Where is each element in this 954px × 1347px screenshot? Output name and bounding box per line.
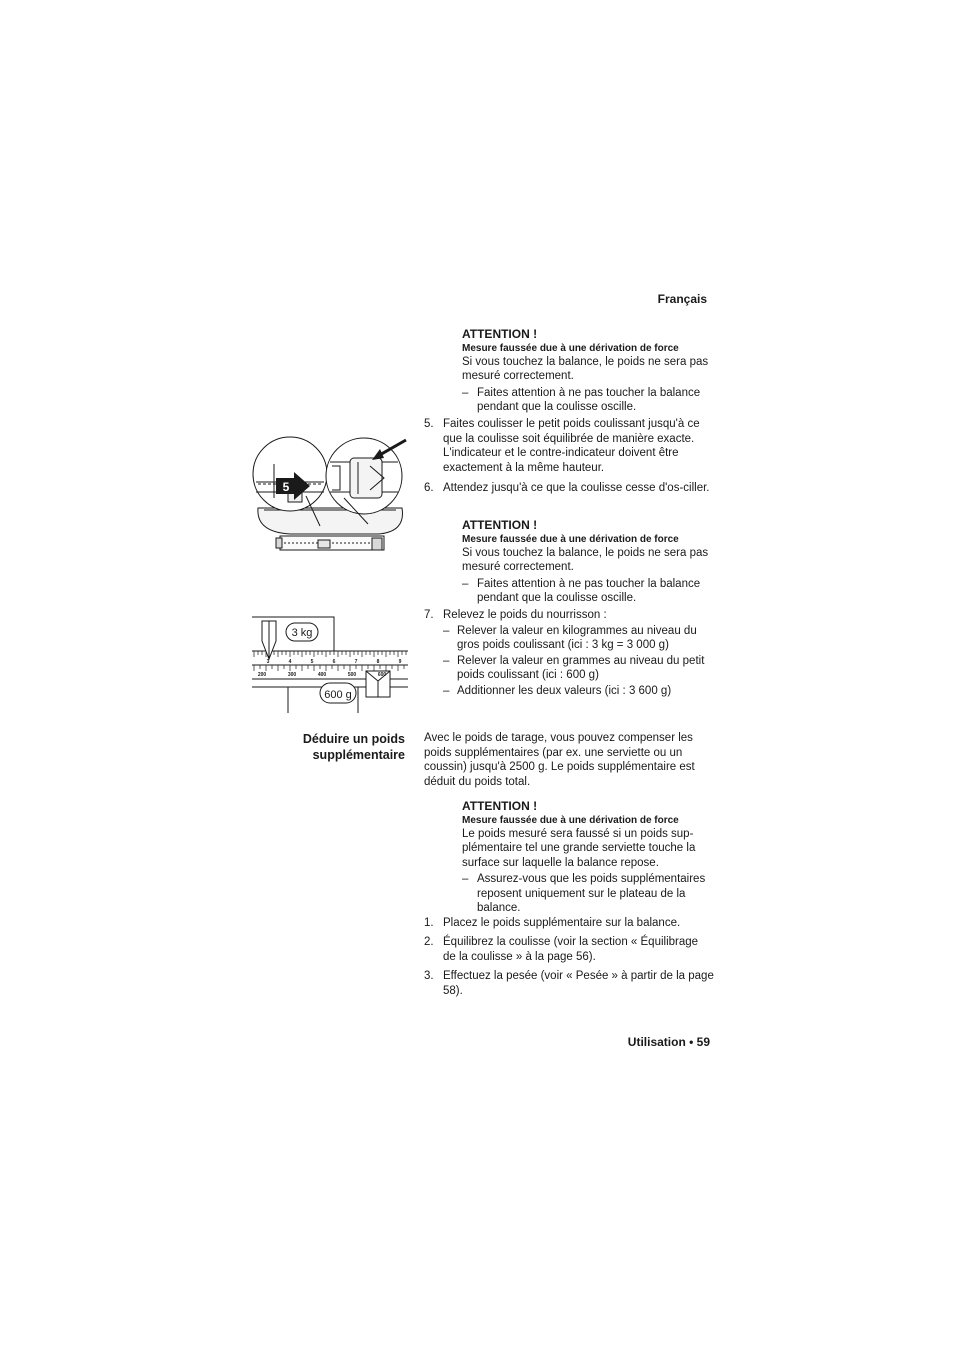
- attention-title: ATTENTION !: [462, 518, 538, 532]
- kg-tick-label: 8: [376, 659, 380, 665]
- list-item: – Additionner les deux valeurs (ici : 3 600 g): [443, 684, 672, 697]
- language-label: Français: [657, 292, 707, 306]
- g-reading-label: 600 g: [324, 689, 352, 701]
- attention-bullet: – Faites attention à ne pas toucher la balance pendant que la coulisse oscille.: [462, 577, 701, 604]
- kg-tick-label: 5: [310, 659, 314, 665]
- attention-text: Si vous touchez la balance, le poids ne sera pas mesuré correctement.: [462, 546, 709, 573]
- attention-subtitle: Mesure faussée due à une dérivation de force: [462, 342, 679, 354]
- kg-tick-label: 3: [266, 659, 270, 665]
- attention-text: Si vous touchez la balance, le poids ne sera pas mesuré correctement.: [462, 355, 709, 382]
- kg-tick-label: 9: [398, 659, 402, 665]
- beam-scale-illustration: [250, 613, 410, 717]
- g-tick-label: 300: [287, 672, 297, 678]
- list-item: – Relever la valeur en kilogrammes au niveau du gros poids coulissant (ici : 3 kg = 3 000 g): [443, 624, 697, 651]
- step-7: 7. Relevez le poids du nourrisson : – Relever la valeur en kilogrammes au niveau du gros poids coulissant (ici : 3 kg = 3 000 g) – Relever la valeur en grammes au niveau du petit poids coulissant (ici : 600 g) – Additionner les deux valeurs (ici : 3 600 g): [424, 608, 714, 698]
- attention-title: ATTENTION !: [462, 327, 538, 341]
- g-tick-label: 500: [347, 672, 357, 678]
- page-footer: Utilisation • 59: [627, 1035, 710, 1049]
- kg-tick-label: 7: [354, 659, 358, 665]
- list-item: – Relever la valeur en grammes au niveau du petit poids coulissant (ici : 600 g): [443, 654, 705, 681]
- section-heading: Déduire un poids supplémentaire: [302, 732, 405, 762]
- attention-block: [462, 799, 712, 916]
- kg-reading-label: 3 kg: [291, 627, 313, 639]
- attention-subtitle: Mesure faussée due à une dérivation de force: [462, 533, 679, 545]
- attention-text: Le poids mesuré sera faussé si un poids sup-plémentaire tel une grande serviette touche la surface sur laquelle la balance repose.: [462, 827, 696, 869]
- step-b-2: 2. Équilibrez la coulisse (voir la section « Équilibrage de la coulisse » à la page 56).: [424, 936, 699, 963]
- figure-step-number: 5: [282, 480, 290, 494]
- kg-tick-label: 4: [288, 659, 292, 665]
- kg-tick-label: 6: [332, 659, 336, 665]
- attention-block: [462, 327, 712, 415]
- attention-bullet: – Assurez-vous que les poids supplémentaires reposent uniquement sur le plateau de la balance.: [462, 873, 706, 914]
- g-tick-label: 400: [317, 672, 327, 678]
- scale-illustration: [250, 436, 412, 556]
- step-b-3: 3. Effectuez la pesée (voir « Pesée » à partir de la page 58).: [424, 970, 714, 997]
- step-b-1: 1. Placez le poids supplémentaire sur la balance.: [424, 917, 681, 929]
- attention-title: ATTENTION !: [462, 799, 538, 813]
- section-intro: Avec le poids de tarage, vous pouvez compenser les poids supplémentaires (par ex. une serviette ou un coussin) jusqu'à 2500 g. Le poids supplémentaire est déduit du poids total.: [424, 732, 695, 788]
- g-tick-label: 200: [257, 672, 267, 678]
- attention-block: [462, 518, 712, 606]
- g-tick-label: 600: [377, 672, 387, 678]
- attention-bullet: – Faites attention à ne pas toucher la balance pendant que la coulisse oscille.: [462, 386, 701, 413]
- step-6: 6. Attendez jusqu'à ce que la coulisse cesse d'os-ciller.: [424, 482, 710, 494]
- step-5: 5. Faites coulisser le petit poids coulissant jusqu'à ce que la coulisse soit équilibrée de manière exacte. L'indicateur et le contre-indicateur doivent être exactement à la même hauteur.: [424, 418, 700, 474]
- attention-subtitle: Mesure faussée due à une dérivation de force: [462, 814, 679, 826]
